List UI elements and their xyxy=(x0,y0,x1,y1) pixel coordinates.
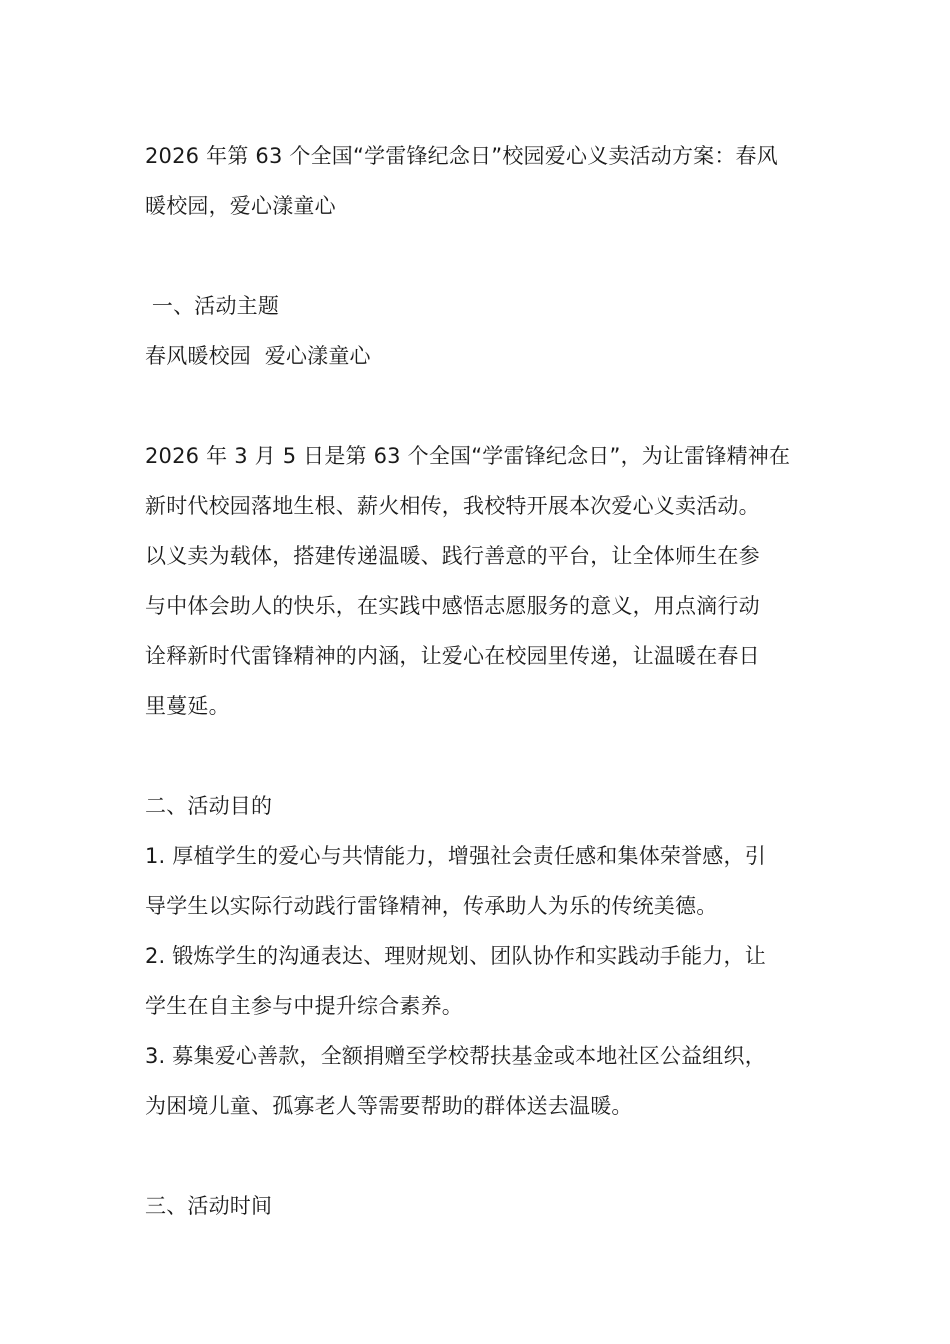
section-1-theme: 春风暖校园 爱心漾童心 xyxy=(145,344,371,368)
spacer xyxy=(145,1131,810,1181)
section-2-heading: 二、活动目的 xyxy=(145,794,273,818)
section-2-item-line-1: 1. 厚植学生的爱心与共情能力，增强社会责任感和集体荣誉感，引 xyxy=(145,844,766,868)
spacer xyxy=(145,731,810,781)
section-1-paragraph-line-2: 新时代校园落地生根、薪火相传，我校特开展本次爱心义卖活动。 xyxy=(145,494,760,518)
document-title-line-1: 2026 年第 63 个全国“学雷锋纪念日”校园爱心义卖活动方案：春风 xyxy=(145,144,778,168)
section-2-item-line-2: 导学生以实际行动践行雷锋精神，传承助人为乐的传统美德。 xyxy=(145,894,718,918)
section-2-item-line-3: 2. 锻炼学生的沟通表达、理财规划、团队协作和实践动手能力，让 xyxy=(145,944,766,968)
document-page xyxy=(145,131,810,1231)
section-1-paragraph-line-4: 与中体会助人的快乐，在实践中感悟志愿服务的意义，用点滴行动 xyxy=(145,594,760,618)
section-1-heading: 一、活动主题 xyxy=(145,294,280,318)
spacer xyxy=(145,231,810,281)
section-2-item-line-6: 为困境儿童、孤寡老人等需要帮助的群体送去温暖。 xyxy=(145,1094,633,1118)
section-1-paragraph-line-3: 以义卖为载体，搭建传递温暖、践行善意的平台，让全体师生在参 xyxy=(145,544,760,568)
section-2-item-line-5: 3. 募集爱心善款，全额捐赠至学校帮扶基金或本地社区公益组织， xyxy=(145,1044,766,1068)
document-title-line-2: 暖校园，爱心漾童心 xyxy=(145,194,336,218)
section-1-paragraph-line-6: 里蔓延。 xyxy=(145,694,230,718)
section-2-item-line-4: 学生在自主参与中提升综合素养。 xyxy=(145,994,463,1018)
spacer xyxy=(145,381,810,431)
section-1-paragraph-line-1: 2026 年 3 月 5 日是第 63 个全国“学雷锋纪念日”，为让雷锋精神在 xyxy=(145,444,791,468)
section-3-heading: 三、活动时间 xyxy=(145,1194,273,1218)
section-1-paragraph-line-5: 诠释新时代雷锋精神的内涵，让爱心在校园里传递，让温暖在春日 xyxy=(145,644,760,668)
